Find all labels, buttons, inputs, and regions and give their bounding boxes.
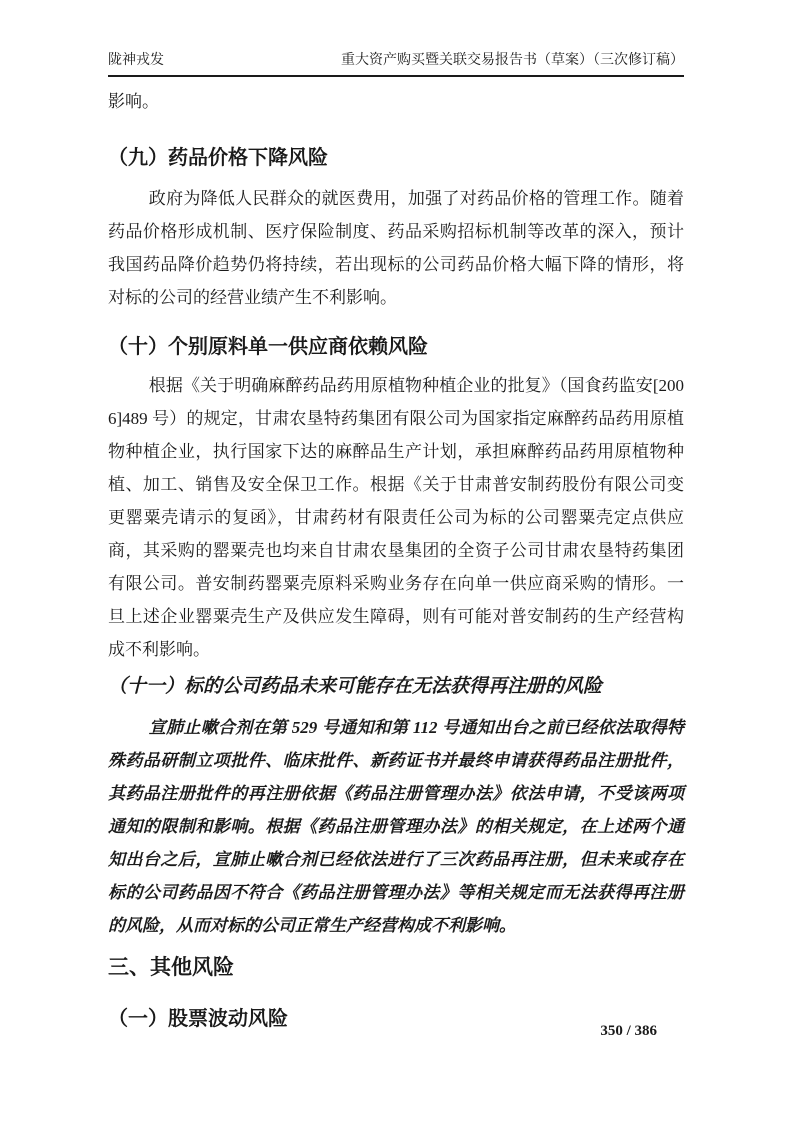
header-company-name: 陇神戎发 — [108, 53, 164, 68]
section-heading-reregistration-risk: （十一）标的公司药品未来可能存在无法获得再注册的风险 — [108, 676, 603, 697]
page-footer — [600, 1022, 657, 1040]
paragraph-single-supplier-risk: 根据《关于明确麻醉药品药用原植物种植企业的批复》（国食药监安[2006]489 号）的规定，甘肃农垦特药集团有限公司为国家指定麻醉药品药用原植物种植企业，执行国家下达的麻醉品生产计划，承担麻醉药品药用原植物种植、加工、销售及安全保卫工作。根据《关于甘肃普安制药股份有限公司变更罂粟壳请示的复函》，甘肃药材有限责任公司为标的公司罂粟壳定点供应商，其采购的罂粟壳也均来自甘肃农垦集团的全资子公司甘肃农垦特药集团有限公司。普安制药罂粟壳原料采购业务存在向单一供应商采购的情形。一旦上述企业罂粟壳生产及供应发生障碍，则有可能对普安制药的生产经营构成不利影响。 — [108, 376, 684, 659]
page-number: 350 / 386 — [600, 1023, 657, 1039]
section-heading-single-supplier-risk: （十）个别原料单一供应商依赖风险 — [108, 336, 428, 358]
paragraph-reregistration-risk: 宣肺止嗽合剂在第 529 号通知和第 112 号通知出台之前已经依法取得特殊药品研制立项批件、临床批件、新药证书并最终申请获得药品注册批件，其药品注册批件的再注册依据《药品注册管理办法》依法申请，不受该两项通知的限制和影响。根据《药品注册管理办法》的相关规定，在上述两个通知出台之后，宣肺止嗽合剂已经依法进行了三次药品再注册，但未来或存在标的公司药品因不符合《药品注册管理办法》等相关规定而无法获得再注册的风险，从而对标的公司正常生产经营构成不利影响。 — [108, 718, 684, 935]
paragraph-continuation: 影响。 — [108, 92, 159, 111]
section-heading-drug-price-risk: （九）药品价格下降风险 — [108, 147, 328, 169]
page-body — [108, 79, 684, 1032]
page-header — [108, 52, 684, 77]
header-report-title: 重大资产购买暨关联交易报告书（草案）（三次修订稿） — [341, 53, 684, 68]
paragraph-drug-price-risk: 政府为降低人民群众的就医费用，加强了对药品价格的管理工作。随着药品价格形成机制、医疗保险制度、药品采购招标机制等改革的深入，预计我国药品降价趋势仍将持续，若出现标的公司药品价格大幅下降的情形，将对标的公司的经营业绩产生不利影响。 — [108, 189, 684, 307]
chapter-heading-other-risks: 三、其他风险 — [108, 956, 234, 979]
section-heading-stock-volatility-risk: （一）股票波动风险 — [108, 1008, 288, 1030]
